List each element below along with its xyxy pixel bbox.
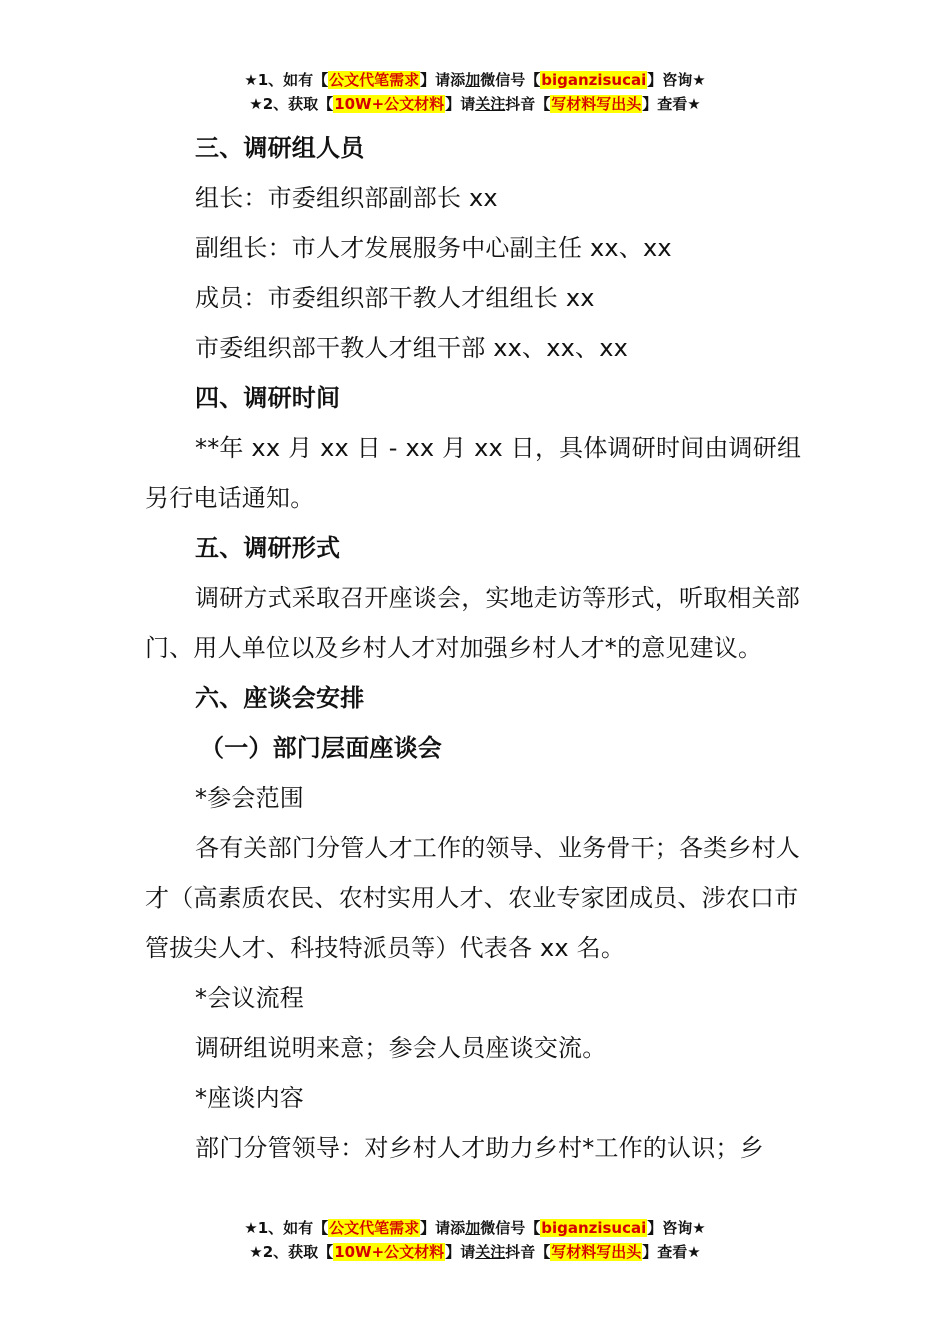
banner-text: 关注 [475,95,506,113]
banner-text: ★2、获取【 [249,1243,334,1261]
highlight-materials: 10W+公文材料 [334,1243,445,1261]
banner-text: 抖音【 [505,95,551,113]
header-banner [0,68,950,116]
banner-text: 抖音【 [505,1243,551,1261]
paragraph-form: 调研方式采取召开座谈会，实地走访等形式，听取相关部门、用人单位以及乡村人才对加强乡村人才*的意见建议。 [145,584,800,662]
highlight-douyin-account: 写材料写出头 [551,95,642,113]
banner-text: 】查看★ [642,1243,701,1261]
paragraph-leader: 组长：市委组织部副部长 xx [195,184,498,212]
banner-text: 】请 [445,1243,476,1261]
banner-text: 微信号【 [480,1219,541,1237]
paragraph-scope: 各有关部门分管人才工作的领导、业务骨干；各类乡村人才（高素质农民、农村实用人才、农业专家团成员、涉农口市管拔尖人才、科技特派员等）代表各 xx 名。 [145,834,800,962]
banner-text: 微信号【 [480,71,541,89]
banner-text: ★2、获取【 [249,95,334,113]
banner-line-1 [0,68,950,92]
highlight-service: 公文代笔需求 [329,1219,420,1237]
paragraph-members: 成员：市委组织部干教人才组组长 xx [195,284,595,312]
banner-text: 】咨询★ [647,71,706,89]
paragraph-scope-label: *参会范围 [195,784,304,812]
banner-text: 】请添 [420,1219,466,1237]
banner-text: ★1、如有【 [244,71,329,89]
document-body [145,123,810,1173]
paragraph-deputy-leader: 副组长：市人才发展服务中心副主任 xx、xx [195,234,672,262]
banner-text: 加 [465,1219,481,1237]
highlight-service: 公文代笔需求 [329,71,420,89]
paragraph-time: **年 xx 月 xx 日 - xx 月 xx 日，具体调研时间由调研组另行电话通知。 [145,434,802,512]
banner-line-2 [0,92,950,116]
banner-line-2 [0,1240,950,1264]
paragraph-process: 调研组说明来意；参会人员座谈交流。 [195,1034,607,1062]
subsection-heading-department: （一）部门层面座谈会 [200,734,442,762]
section-heading-form: 五、调研形式 [195,534,341,562]
paragraph-content: 部门分管领导：对乡村人才助力乡村*工作的认识；乡 [195,1134,764,1162]
banner-text: ★1、如有【 [244,1219,329,1237]
banner-text: 】咨询★ [647,1219,706,1237]
banner-text: 】请添 [420,71,466,89]
section-heading-time: 四、调研时间 [195,384,341,412]
paragraph-process-label: *会议流程 [195,984,304,1012]
paragraph-content-label: *座谈内容 [195,1084,304,1112]
highlight-materials: 10W+公文材料 [334,95,445,113]
banner-text: 加 [465,71,481,89]
section-heading-personnel: 三、调研组人员 [195,134,365,162]
highlight-wechat-id: biganzisucai [541,71,647,89]
highlight-douyin-account: 写材料写出头 [551,1243,642,1261]
paragraph-members-cont: 市委组织部干教人才组干部 xx、xx、xx [195,334,629,362]
highlight-wechat-id: biganzisucai [541,1219,647,1237]
section-heading-meeting: 六、座谈会安排 [195,684,365,712]
banner-line-1 [0,1216,950,1240]
banner-text: 】请 [445,95,476,113]
footer-banner [0,1216,950,1264]
banner-text: 】查看★ [642,95,701,113]
banner-text: 关注 [475,1243,506,1261]
